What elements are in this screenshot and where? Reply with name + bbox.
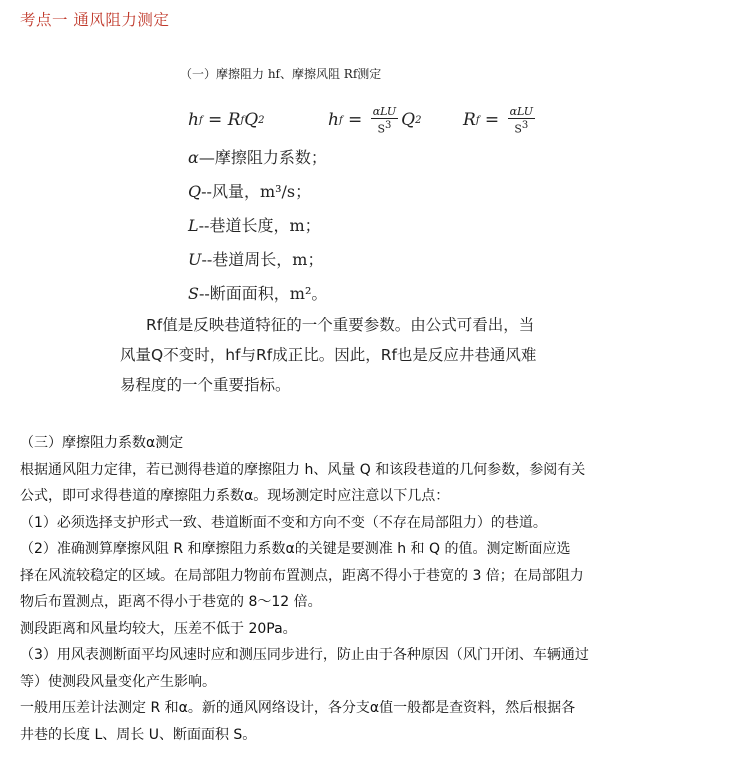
formula-row — [188, 100, 608, 140]
body-line: （3）用风表测断面平均风速时应和测压同步进行，防止由于各种原因（风门开闭、车辆通过 — [20, 647, 589, 663]
formula-rf: R f = $\frac{\text{αLU}}{S^3}$ — [463, 104, 533, 136]
definition-s: S--断面面积，m²。 — [188, 284, 328, 303]
body-line: 物后布置测点，距离不得小于巷宽的 8～12 倍。 — [20, 594, 322, 610]
formula-hf: h f = R f Q 2 — [188, 110, 265, 130]
body-line: 测段距离和风量均较大，压差不低于 20Pa。 — [20, 620, 297, 637]
definition-alpha: α—摩擦阻力系数； — [188, 148, 327, 167]
body-line: 一般用压差计法测定 R 和α。新的通风网络设计，各分支α值一般都是查资料，然后根据各 — [20, 700, 576, 716]
formula-hf-alpha: h f = $\frac{\text{αLU}}{S^3}$ Q 2 — [328, 104, 422, 136]
body-line: 公式，即可求得巷道的摩擦阻力系数α。现场测定时应注意以下几点： — [20, 488, 450, 504]
body-line: （1）必须选择支护形式一致、巷道断面不变和方向不变（不存在局部阻力）的巷道。 — [20, 514, 547, 531]
body-line: 根据通风阻力定律，若已测得巷道的摩擦阻力 h、风量 Q 和该段巷道的几何参数，参阅有关 — [20, 461, 586, 478]
body-text — [20, 430, 710, 748]
body-line: 井巷的长度 L、周长 U、断面面积 S。 — [20, 726, 257, 743]
body-line: （2）准确测算摩擦风阻 R 和摩擦阻力系数α的关键是要测准 h 和 Q 的值。测定断面应选 — [20, 541, 571, 557]
body-line: 择在风流较稳定的区域。在局部阻力物前布置测点，距离不得小于巷宽的 3 倍；在局部阻力 — [20, 567, 584, 584]
figure-paragraph-line-2: 风量Q不变时，hf与Rf成正比。因此，Rf也是反应井巷通风难 — [120, 346, 537, 364]
body-line: 等）使测段风量变化产生影响。 — [20, 673, 216, 690]
figure-paragraph-line-1: Rf值是反映巷道特征的一个重要参数。由公式可看出，当 — [146, 316, 535, 334]
formula-image — [118, 55, 618, 395]
section-heading: 考点一 通风阻力测定 — [20, 11, 170, 29]
definition-q: Q--风量，m³/s； — [188, 182, 312, 201]
subsection-title: （三）摩擦阻力系数α测定 — [20, 435, 184, 451]
figure-paragraph-line-3: 易程度的一个重要指标。 — [120, 376, 291, 394]
definition-u: U--巷道周长，m； — [188, 250, 324, 269]
figure-title: （一）摩擦阻力 hf、摩擦风阻 Rf测定 — [180, 67, 382, 81]
definition-l: L--巷道长度，m； — [188, 216, 321, 235]
